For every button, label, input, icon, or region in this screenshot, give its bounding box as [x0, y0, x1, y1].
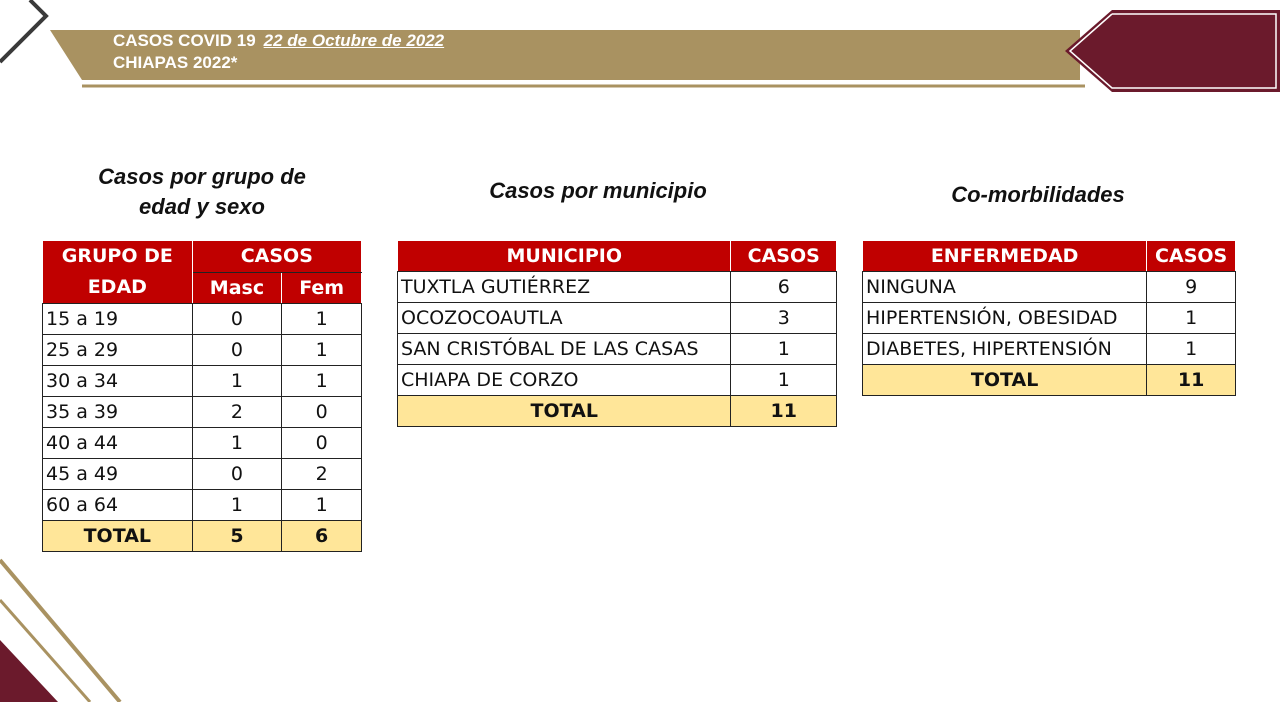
total-label: TOTAL [398, 396, 731, 427]
header-disease: ENFERMEDAD [863, 241, 1147, 272]
fem-cell: 1 [282, 366, 362, 397]
table-header-row [43, 241, 362, 273]
cases-cell: 1 [1147, 334, 1236, 365]
header-masc: Masc [192, 272, 282, 304]
total-fem: 6 [282, 521, 362, 552]
municipio-cell: SAN CRISTÓBAL DE LAS CASAS [398, 334, 731, 365]
header-banner [113, 30, 444, 74]
corner-line-top-left [0, 0, 46, 62]
masc-cell: 1 [192, 428, 282, 459]
age-group-cell: 25 a 29 [43, 335, 193, 366]
table-row [398, 272, 837, 303]
fem-cell: 2 [282, 459, 362, 490]
disease-cell: NINGUNA [863, 272, 1147, 303]
header-cases: CASOS [731, 241, 837, 272]
cases-cell: 1 [1147, 303, 1236, 334]
fem-cell: 1 [282, 335, 362, 366]
age-group-cell: 45 a 49 [43, 459, 193, 490]
header-subtitle: CHIAPAS 2022* [113, 53, 238, 72]
fem-cell: 1 [282, 304, 362, 335]
masc-cell: 2 [192, 397, 282, 428]
table-total-row [398, 396, 837, 427]
table-total-row [43, 521, 362, 552]
table-row [398, 303, 837, 334]
total-label: TOTAL [863, 365, 1147, 396]
masc-cell: 1 [192, 490, 282, 521]
table-row [43, 304, 362, 335]
maroon-corner [0, 640, 58, 702]
municipio-table [397, 240, 837, 427]
table-row [398, 334, 837, 365]
municipio-cell: OCOZOCOAUTLA [398, 303, 731, 334]
header-cases: CASOS [1147, 241, 1236, 272]
table-row [863, 272, 1236, 303]
total-cases: 11 [1147, 365, 1236, 396]
age-group-cell: 60 a 64 [43, 490, 193, 521]
cases-cell: 1 [731, 334, 837, 365]
cases-cell: 1 [731, 365, 837, 396]
municipio-cell: TUXTLA GUTIÉRREZ [398, 272, 731, 303]
fem-cell: 0 [282, 397, 362, 428]
total-cases: 11 [731, 396, 837, 427]
disease-cell: HIPERTENSIÓN, OBESIDAD [863, 303, 1147, 334]
table-header-row [863, 241, 1236, 272]
cases-cell: 9 [1147, 272, 1236, 303]
total-label: TOTAL [43, 521, 193, 552]
age-group-cell: 15 a 19 [43, 304, 193, 335]
table-total-row [863, 365, 1236, 396]
table-row [43, 397, 362, 428]
maroon-badge [1065, 10, 1280, 92]
cases-cell: 3 [731, 303, 837, 334]
age-table-title: Casos por grupo de edad y sexo [98, 164, 306, 219]
header-title: CASOS COVID 19 [113, 31, 256, 50]
age-group-cell: 35 a 39 [43, 397, 193, 428]
comorbidity-table [862, 240, 1236, 396]
fem-cell: 0 [282, 428, 362, 459]
header-date: 22 de Octubre de 2022 [263, 31, 445, 50]
municipio-table-title: Casos por municipio [489, 178, 707, 203]
masc-cell: 0 [192, 459, 282, 490]
age-group-cell: 40 a 44 [43, 428, 193, 459]
table-row [43, 490, 362, 521]
header-fem: Fem [282, 272, 362, 304]
table-row [398, 365, 837, 396]
table-row [863, 334, 1236, 365]
table-row [43, 459, 362, 490]
age-sex-table [42, 240, 362, 552]
header-age-group: GRUPO DE EDAD [43, 241, 193, 304]
cases-cell: 6 [731, 272, 837, 303]
comorbidity-table-title: Co-morbilidades [951, 182, 1125, 207]
total-masc: 5 [192, 521, 282, 552]
table-header-row [398, 241, 837, 272]
masc-cell: 0 [192, 335, 282, 366]
age-group-cell: 30 a 34 [43, 366, 193, 397]
header-municipio: MUNICIPIO [398, 241, 731, 272]
masc-cell: 0 [192, 304, 282, 335]
table-row [43, 366, 362, 397]
municipio-cell: CHIAPA DE CORZO [398, 365, 731, 396]
masc-cell: 1 [192, 366, 282, 397]
table-row [863, 303, 1236, 334]
table-row [43, 335, 362, 366]
header-cases: CASOS [192, 241, 361, 273]
table-row [43, 428, 362, 459]
fem-cell: 1 [282, 490, 362, 521]
disease-cell: DIABETES, HIPERTENSIÓN [863, 334, 1147, 365]
